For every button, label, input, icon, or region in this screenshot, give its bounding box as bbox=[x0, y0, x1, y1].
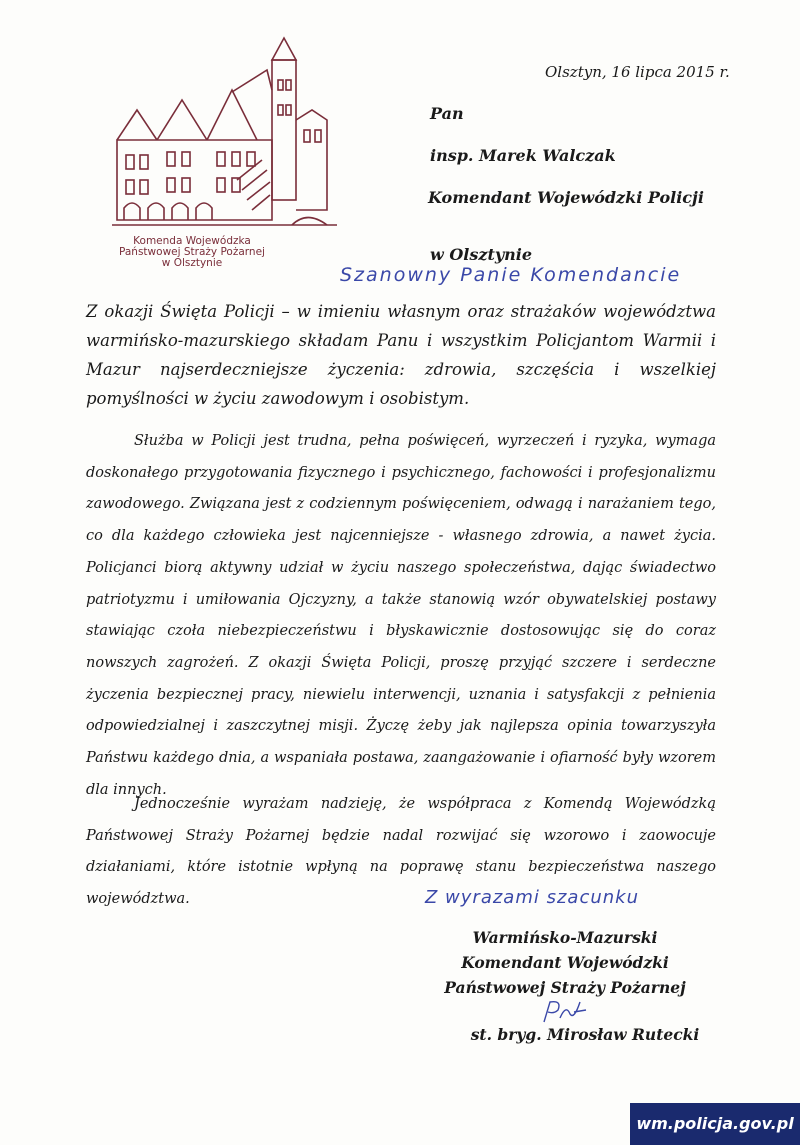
recipient-position: Komendant Wojewódzki Policji bbox=[428, 188, 704, 207]
intro-paragraph: Z okazji Święta Policji – w imieniu własnym oraz strażaków województwa warmińsko-mazurskiego składam Panu i wszystkim Policjantom Warmii i Mazur najserdeczniejsze życzenia: zdrowia, szczęścia i wszelkiej pomyślności w życiu zawodowym i osobistym. bbox=[86, 302, 716, 408]
recipient-name: insp. Marek Walczak bbox=[430, 146, 616, 165]
logo-caption bbox=[112, 236, 272, 269]
signature-name: st. bryg. Mirosław Rutecki bbox=[470, 1025, 700, 1044]
recipient-city: w Olsztynie bbox=[430, 245, 533, 264]
closing-paragraph: Jednocześnie wyrażam nadzieję, że współpraca z Komendą Wojewódzką Państwowej Straży Pożarnej będzie nadal rozwijać się wzorowo i zaowocuje działaniami, które istotnie wpłyną na poprawę stanu bezpieczeństwa naszego województwa. bbox=[86, 796, 716, 907]
signature-line3: Państwowej Straży Pożarnej bbox=[444, 978, 686, 997]
logo-caption-line3: w Olsztynie bbox=[161, 257, 223, 269]
signature-line1: Warmińsko-Mazurski bbox=[472, 928, 658, 947]
handwritten-salutation: Szanowny Panie Komendancie bbox=[340, 264, 682, 286]
signature-line2: Komendant Wojewódzki bbox=[461, 953, 669, 972]
recipient-title: Pan bbox=[430, 104, 464, 123]
handwritten-signature-icon bbox=[540, 998, 590, 1026]
logo-caption-line2: Państwowej Straży Pożarnej bbox=[119, 246, 265, 258]
source-watermark: wm.policja.gov.pl bbox=[630, 1103, 800, 1145]
body-paragraph: Służba w Policji jest trudna, pełna poświęceń, wyrzeczeń i ryzyka, wymaga doskonałego przygotowania fizycznego i psychicznego, fachowości i profesjonalizmu zawodowego. Związana jest z codziennym poświęceniem, odwagą i narażaniem tego, co dla każdego człowieka jest najcenniejsze - własnego zdrowia, a nawet życia. Policjanci biorą aktywny udział w życiu naszego społeczeństwa, dając świadectwo patriotyzmu i umiłowania Ojczyzny, a także stanowią wzór obywatelskiej postawy stawiając czoła niebezpieczeństwu i błyskawicznie dostosowując się do coraz nowszych zagrożeń. Z okazji Święta Policji, proszę przyjąć szczere i serdeczne życzenia bezpiecznej pracy, niewielu interwencji, uznania i satysfakcji z pełnienia odpowiedzialnej i zaszczytnej misji. Życzę żeby jak najlepsza opinia towarzyszyła Państwu każdego dnia, a wspaniała postawa, zaangażowanie i ofiarność były wzorem dla innych. bbox=[86, 433, 716, 798]
letter-date: Olsztyn, 16 lipca 2015 r. bbox=[545, 63, 730, 81]
handwritten-regards: Z wyrazami szacunku bbox=[425, 887, 639, 908]
building-logo-icon bbox=[112, 30, 342, 270]
logo-caption-line1: Komenda Wojewódzka bbox=[133, 235, 251, 247]
